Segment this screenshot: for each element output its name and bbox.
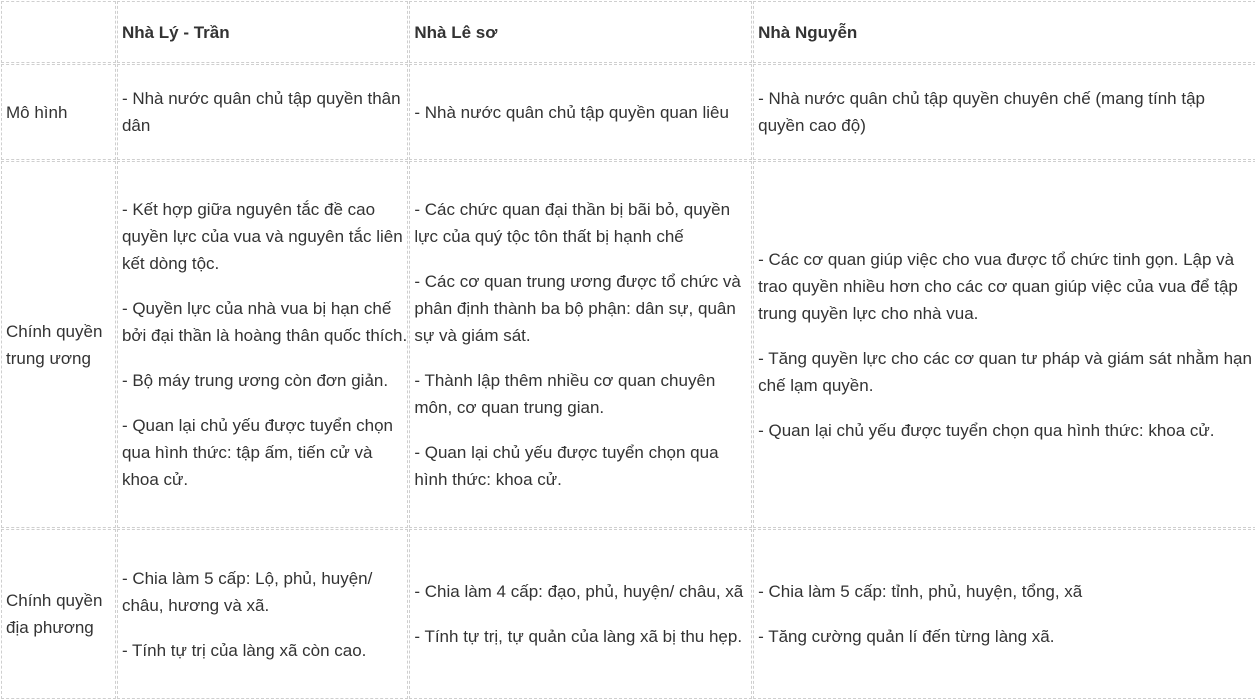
cell-model-ly-tran bbox=[117, 64, 408, 160]
cell-text: - Chia làm 5 cấp: tỉnh, phủ, huyện, tổng, xã bbox=[758, 582, 1083, 601]
cell-local-ly-tran bbox=[117, 529, 408, 699]
cell-local-nguyen bbox=[753, 529, 1255, 699]
row-label-local-government: Chính quyền địa phương bbox=[1, 529, 116, 699]
header-ly-tran: Nhà Lý - Trần bbox=[117, 1, 408, 63]
cell-text: - Các chức quan đại thần bị bãi bỏ, quyền lực của quý tộc tôn thất bị hạnh chế bbox=[414, 200, 731, 246]
cell-text: - Các cơ quan trung ương được tổ chức và phân định thành ba bộ phận: dân sự, quân sự và giám sát. bbox=[414, 272, 741, 345]
cell-text: - Tăng cường quản lí đến từng làng xã. bbox=[758, 627, 1055, 646]
cell-model-nguyen bbox=[753, 64, 1255, 160]
cell-text: - Chia làm 4 cấp: đạo, phủ, huyện/ châu, xã bbox=[414, 582, 744, 601]
table-row-local-government bbox=[1, 529, 1255, 699]
header-le-so: Nhà Lê sơ bbox=[409, 1, 752, 63]
cell-text: - Tính tự trị của làng xã còn cao. bbox=[121, 640, 367, 660]
cell-text: - Quan lại chủ yếu được tuyển chọn qua hình thức: khoa cử. bbox=[414, 443, 719, 489]
row-label-central-government: Chính quyền trung ương bbox=[1, 161, 116, 528]
cell-local-le-so bbox=[409, 529, 752, 699]
cell-text: - Quyền lực của nhà vua bị hạn chế bởi đại thần là hoàng thân quốc thích. bbox=[121, 299, 408, 345]
cell-text: - Tăng quyền lực cho các cơ quan tư pháp và giám sát nhằm hạn chế lạm quyền. bbox=[758, 348, 1252, 395]
cell-text: - Chia làm 5 cấp: Lộ, phủ, huyện/ châu, hương và xã. bbox=[121, 568, 373, 615]
cell-text: - Quan lại chủ yếu được tuyển chọn qua hình thức: khoa cử. bbox=[758, 420, 1215, 440]
cell-text: - Thành lập thêm nhiều cơ quan chuyên môn, cơ quan trung gian. bbox=[414, 371, 716, 417]
cell-central-ly-tran bbox=[117, 161, 408, 528]
cell-central-le-so bbox=[409, 161, 752, 528]
row-label-model: Mô hình bbox=[1, 64, 116, 160]
cell-text: - Nhà nước quân chủ tập quyền quan liêu bbox=[414, 102, 729, 122]
cell-text: - Nhà nước quân chủ tập quyền thân dân bbox=[121, 89, 401, 135]
header-row bbox=[1, 1, 1255, 63]
cell-text: - Bộ máy trung ương còn đơn giản. bbox=[121, 371, 389, 390]
cell-central-nguyen bbox=[753, 161, 1255, 528]
cell-text: - Kết hợp giữa nguyên tắc đề cao quyền lực của vua và nguyên tắc liên kết dòng tộc. bbox=[121, 200, 403, 273]
cell-text: - Các cơ quan giúp việc cho vua được tổ chức tinh gọn. Lập và trao quyền nhiều hơn cho các cơ quan giúp việc của vua để tập trung quyền lực cho nhà vua. bbox=[758, 249, 1238, 323]
header-nguyen: Nhà Nguyễn bbox=[753, 1, 1255, 63]
cell-text: - Nhà nước quân chủ tập quyền chuyên chế (mang tính tập quyền cao độ) bbox=[758, 89, 1205, 135]
cell-text: - Tính tự trị, tự quản của làng xã bị thu hẹp. bbox=[414, 627, 743, 646]
cell-text: - Quan lại chủ yếu được tuyển chọn qua hình thức: tập ấm, tiến cử và khoa cử. bbox=[121, 416, 394, 489]
cell-model-le-so bbox=[409, 64, 752, 160]
header-empty bbox=[1, 1, 116, 63]
table-row-model bbox=[1, 64, 1255, 160]
table-row-central-government bbox=[1, 161, 1255, 528]
